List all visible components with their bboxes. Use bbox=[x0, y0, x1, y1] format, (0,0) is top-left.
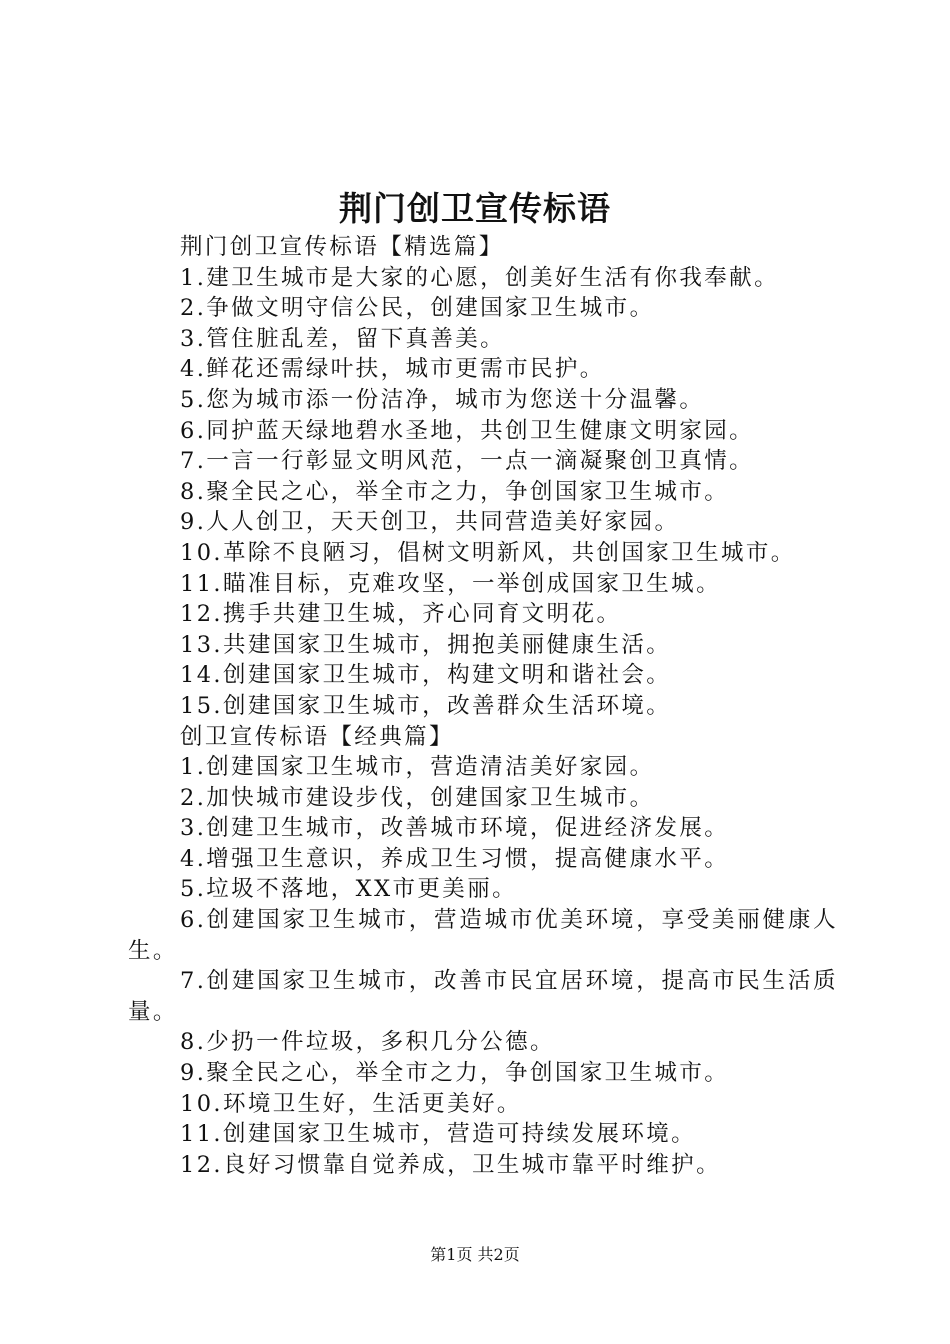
slogan-item: 14.创建国家卫生城市，构建文明和谐社会。 bbox=[180, 662, 672, 689]
slogan-item: 6.同护蓝天绿地碧水圣地，共创卫生健康文明家园。 bbox=[180, 417, 755, 444]
slogan-item: 3.创建卫生城市，改善城市环境，促进经济发展。 bbox=[180, 815, 730, 842]
slogan-item: 3.管住脏乱差，留下真善美。 bbox=[180, 325, 506, 352]
slogan-item: 2.争做文明守信公民，创建国家卫生城市。 bbox=[180, 295, 655, 322]
slogan-item: 2.加快城市建设步伐，创建国家卫生城市。 bbox=[180, 784, 655, 811]
document-body bbox=[128, 232, 838, 1180]
slogan-item: 7.创建国家卫生城市，改善市民宜居环境，提高市民生活质量。 bbox=[128, 968, 838, 1025]
slogan-item: 13.共建国家卫生城市，拥抱美丽健康生活。 bbox=[180, 631, 672, 658]
document-title: 荆门创卫宣传标语 bbox=[339, 189, 611, 228]
slogan-item: 4.增强卫生意识，养成卫生习惯，提高健康水平。 bbox=[180, 845, 730, 872]
slogan-item: 10.革除不良陋习，倡树文明新风，共创国家卫生城市。 bbox=[180, 539, 796, 566]
slogan-item: 12.良好习惯靠自觉养成，卫生城市靠平时维护。 bbox=[180, 1151, 721, 1178]
section-heading-selected: 荆门创卫宣传标语【精选篇】 bbox=[180, 234, 504, 260]
slogan-item: 8.聚全民之心，举全市之力，争创国家卫生城市。 bbox=[180, 478, 730, 505]
slogan-item: 15.创建国家卫生城市，改善群众生活环境。 bbox=[180, 692, 672, 719]
slogan-item: 9.聚全民之心，举全市之力，争创国家卫生城市。 bbox=[180, 1060, 730, 1087]
slogan-item: 1.建卫生城市是大家的心愿，创美好生活有你我奉献。 bbox=[180, 264, 779, 291]
slogan-item: 4.鲜花还需绿叶扶，城市更需市民护。 bbox=[180, 356, 605, 383]
slogan-item: 12.携手共建卫生城，齐心同育文明花。 bbox=[180, 601, 622, 628]
slogan-item: 11.创建国家卫生城市，营造可持续发展环境。 bbox=[180, 1121, 697, 1148]
page-footer: 第1页 共2页 bbox=[430, 1245, 520, 1264]
slogan-item: 9.人人创卫，天天创卫，共同营造美好家园。 bbox=[180, 509, 680, 536]
slogan-item: 10.环境卫生好，生活更美好。 bbox=[180, 1090, 522, 1117]
slogan-item: 8.少扔一件垃圾，多积几分公德。 bbox=[180, 1029, 555, 1056]
slogan-item: 7.一言一行彰显文明风范，一点一滴凝聚创卫真情。 bbox=[180, 448, 755, 475]
slogan-item: 6.创建国家卫生城市，营造城市优美环境，享受美丽健康人生。 bbox=[128, 907, 838, 964]
slogan-item: 1.创建国家卫生城市，营造清洁美好家园。 bbox=[180, 754, 655, 781]
section-heading-classic: 创卫宣传标语【经典篇】 bbox=[180, 723, 454, 750]
slogan-item: 5.垃圾不落地，XX市更美丽。 bbox=[180, 876, 518, 903]
slogan-item: 11.瞄准目标，克难攻坚，一举创成国家卫生城。 bbox=[180, 570, 721, 597]
slogan-item: 5.您为城市添一份洁净，城市为您送十分温馨。 bbox=[180, 386, 705, 413]
